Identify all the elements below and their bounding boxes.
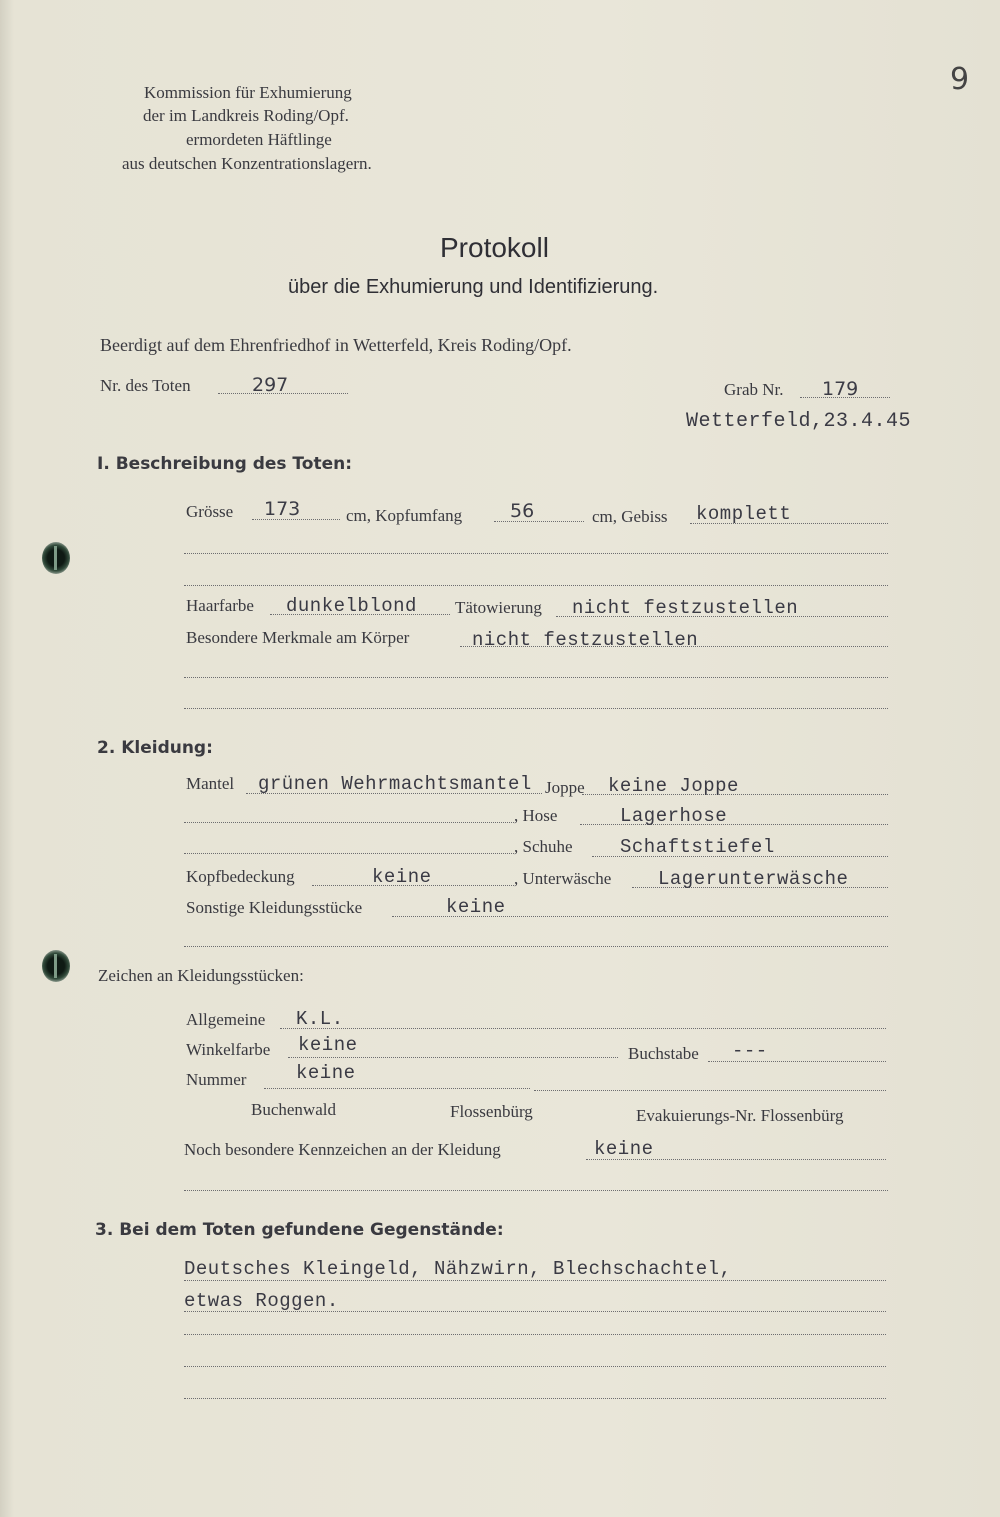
head-circumference-value: 56 bbox=[510, 500, 535, 522]
blank-line bbox=[184, 1366, 886, 1367]
section-3-heading: 3. Bei dem Toten gefundene Gegenstände: bbox=[95, 1220, 504, 1240]
blank-line bbox=[184, 1398, 886, 1399]
underwear-value: Lagerunterwäsche bbox=[658, 868, 849, 890]
height-value: 173 bbox=[264, 498, 301, 520]
punch-hole-bottom bbox=[42, 950, 70, 982]
grave-number-value: 179 bbox=[822, 378, 859, 400]
headwear-value: keine bbox=[372, 866, 432, 888]
body-marks-label: Besondere Merkmale am Körper bbox=[186, 628, 410, 647]
blank-line bbox=[184, 585, 888, 586]
height-label: Grösse bbox=[186, 502, 234, 521]
header-line-2: der im Landkreis Roding/Opf. bbox=[143, 106, 349, 125]
shoes-value: Schaftstiefel bbox=[620, 836, 775, 858]
section-2-heading: 2. Kleidung: bbox=[97, 738, 213, 758]
letter-label: Buchstabe bbox=[628, 1044, 699, 1063]
header-line-1: Kommission für Exhumierung bbox=[144, 83, 352, 102]
body-marks-value: nicht festzustellen bbox=[472, 629, 699, 651]
number-label: Nummer bbox=[186, 1070, 247, 1089]
teeth-label: cm, Gebiss bbox=[592, 507, 668, 526]
column-buchenwald: Buchenwald bbox=[251, 1100, 336, 1119]
found-items-line-1: Deutsches Kleingeld, Nähzwirn, Blechschachtel, bbox=[184, 1258, 732, 1280]
blank-line bbox=[184, 677, 888, 678]
jacket-value: keine Joppe bbox=[608, 775, 739, 797]
triangle-colour-label: Winkelfarbe bbox=[186, 1040, 271, 1059]
head-circumference-label: cm, Kopfumfang bbox=[346, 506, 463, 525]
dead-number-label: Nr. des Toten bbox=[100, 376, 191, 395]
coat-label: Mantel bbox=[186, 774, 235, 793]
column-evacuation-number: Evakuierungs-Nr. Flossenbürg bbox=[636, 1106, 844, 1125]
found-items-line-2: etwas Roggen. bbox=[184, 1290, 339, 1312]
clothing-marks-heading: Zeichen an Kleidungsstücken: bbox=[98, 966, 304, 985]
header-line-4: aus deutschen Konzentrationslagern. bbox=[122, 154, 372, 173]
grave-number-label: Grab Nr. bbox=[724, 380, 784, 399]
blank-line bbox=[184, 946, 888, 947]
tattoo-value: nicht festzustellen bbox=[572, 597, 799, 619]
tattoo-label: Tätowierung bbox=[455, 598, 542, 617]
general-marks-line bbox=[280, 1028, 886, 1029]
underwear-label: , Unterwäsche bbox=[514, 869, 612, 888]
teeth-value: komplett bbox=[696, 503, 792, 525]
page-number: 9 bbox=[950, 62, 970, 97]
header-line-3: ermordeten Häftlinge bbox=[186, 130, 332, 149]
triangle-colour-value: keine bbox=[298, 1034, 358, 1056]
blank-line bbox=[184, 708, 888, 709]
page-title: Protokoll bbox=[440, 232, 549, 263]
shoes-label: , Schuhe bbox=[514, 837, 573, 856]
place-date: Wetterfeld,23.4.45 bbox=[686, 410, 912, 433]
blank-line bbox=[184, 853, 514, 854]
hair-value: dunkelblond bbox=[286, 595, 417, 617]
number-line-1 bbox=[264, 1088, 530, 1089]
trousers-label: , Hose bbox=[514, 806, 558, 825]
further-marks-value: keine bbox=[594, 1138, 654, 1160]
blank-line bbox=[184, 553, 888, 554]
page-subtitle: über die Exhumierung und Identifizierung. bbox=[288, 276, 659, 298]
blank-line bbox=[184, 1190, 888, 1191]
burial-line: Beerdigt auf dem Ehrenfriedhof in Wetterfeld, Kreis Roding/Opf. bbox=[100, 335, 572, 355]
number-value: keine bbox=[296, 1062, 356, 1084]
head-circumference-line bbox=[494, 521, 584, 522]
other-clothing-value: keine bbox=[446, 896, 506, 918]
other-clothing-label: Sonstige Kleidungsstücke bbox=[186, 898, 363, 917]
blank-line bbox=[184, 822, 514, 823]
general-marks-label: Allgemeine bbox=[186, 1010, 266, 1029]
number-line-2 bbox=[534, 1090, 886, 1091]
jacket-label: Joppe bbox=[545, 778, 585, 797]
punch-hole-top bbox=[42, 542, 70, 574]
hair-label: Haarfarbe bbox=[186, 596, 254, 615]
found-items-rule-2 bbox=[184, 1311, 886, 1312]
headwear-label: Kopfbedeckung bbox=[186, 867, 295, 886]
found-items-rule-1 bbox=[184, 1280, 886, 1281]
general-marks-value: K.L. bbox=[296, 1008, 344, 1030]
blank-line bbox=[184, 1334, 886, 1335]
coat-value: grünen Wehrmachtsmantel bbox=[258, 773, 532, 795]
dead-number-value: 297 bbox=[252, 374, 289, 396]
section-1-heading: I. Beschreibung des Toten: bbox=[97, 454, 352, 474]
triangle-colour-line bbox=[288, 1057, 618, 1058]
trousers-value: Lagerhose bbox=[620, 805, 728, 827]
further-marks-label: Noch besondere Kennzeichen an der Kleidung bbox=[184, 1140, 501, 1159]
letter-value: --- bbox=[732, 1040, 768, 1062]
column-flossenbuerg: Flossenbürg bbox=[450, 1102, 533, 1121]
